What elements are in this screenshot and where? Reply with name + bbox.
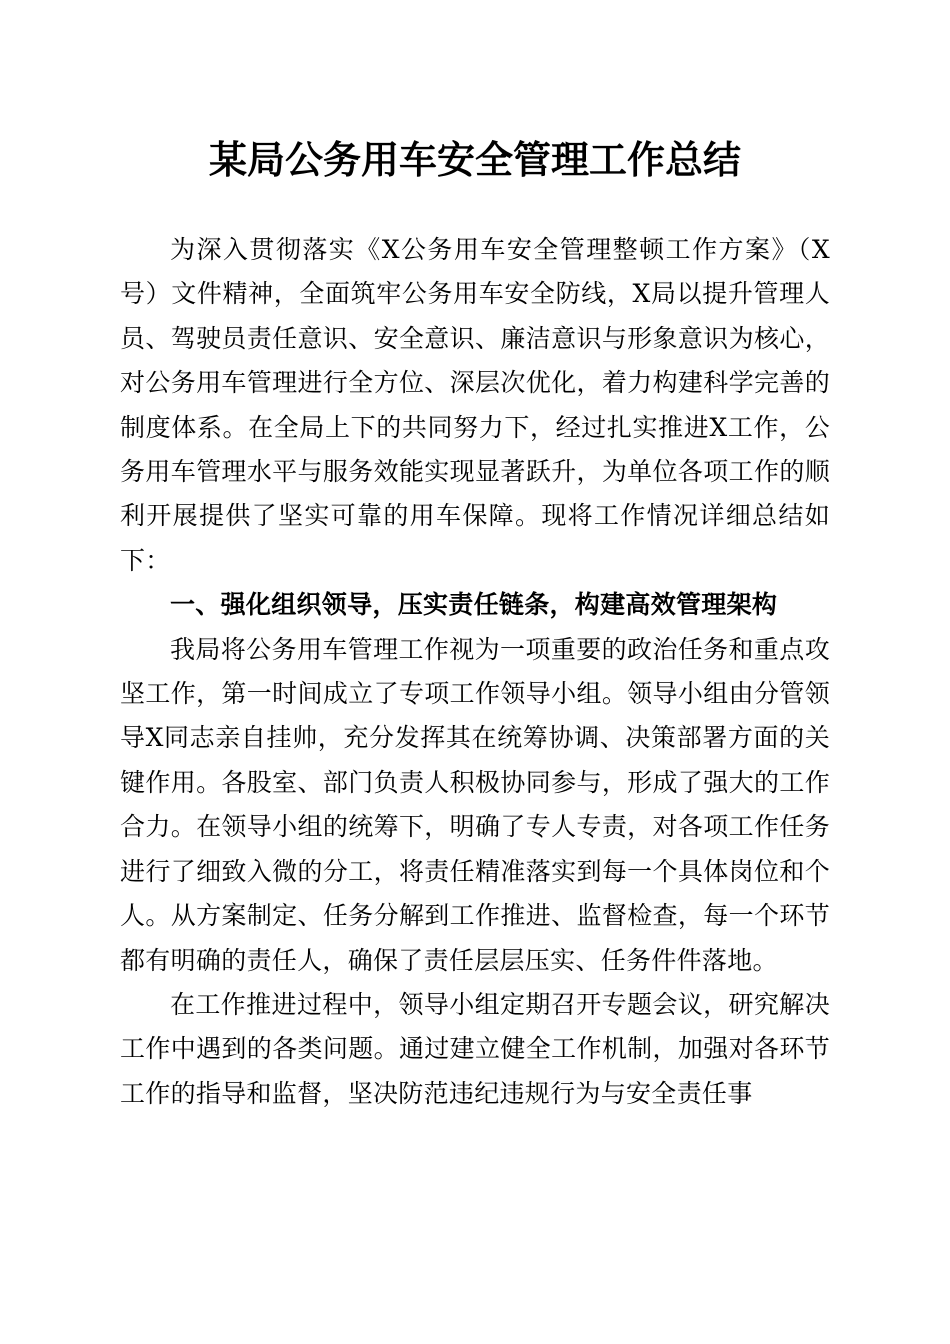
section-1-paragraph-2: 在工作推进过程中，领导小组定期召开专题会议，研究解决工作中遇到的各类问题。通过建立健全工作机制，加强对各环节工作的指导和监督，坚决防范违纪违规行为与安全责任事	[120, 989, 830, 1108]
document-title: 某局公务用车安全管理工作总结	[208, 137, 741, 182]
document-body	[120, 228, 830, 1116]
intro-paragraph: 为深入贯彻落实《X公务用车安全管理整顿工作方案》（X号）文件精神，全面筑牢公务用车安全防线，X局以提升管理人员、驾驶员责任意识、安全意识、廉洁意识与形象意识为核心，对公务用车管理进行全方位、深层次优化，着力构建科学完善的制度体系。在全局上下的共同努力下，经过扎实推进X工作，公务用车管理水平与服务效能实现显著跃升，为单位各项工作的顺利开展提供了坚实可靠的用车保障。现将工作情况详细总结如下：	[120, 235, 830, 575]
section-1-paragraph-1: 我局将公务用车管理工作视为一项重要的政治任务和重点攻坚工作，第一时间成立了专项工作领导小组。领导小组由分管领导X同志亲自挂帅，充分发挥其在统筹协调、决策部署方面的关键作用。各股室、部门负责人积极协同参与，形成了强大的工作合力。在领导小组的统筹下，明确了专人专责，对各项工作任务进行了细致入微的分工，将责任精准落实到每一个具体岗位和个人。从方案制定、任务分解到工作推进、监督检查，每一个环节都有明确的责任人，确保了责任层层压实、任务件件落地。	[120, 634, 830, 975]
section-1-heading: 一、强化组织领导，压实责任链条，构建高效管理架构	[170, 590, 778, 620]
